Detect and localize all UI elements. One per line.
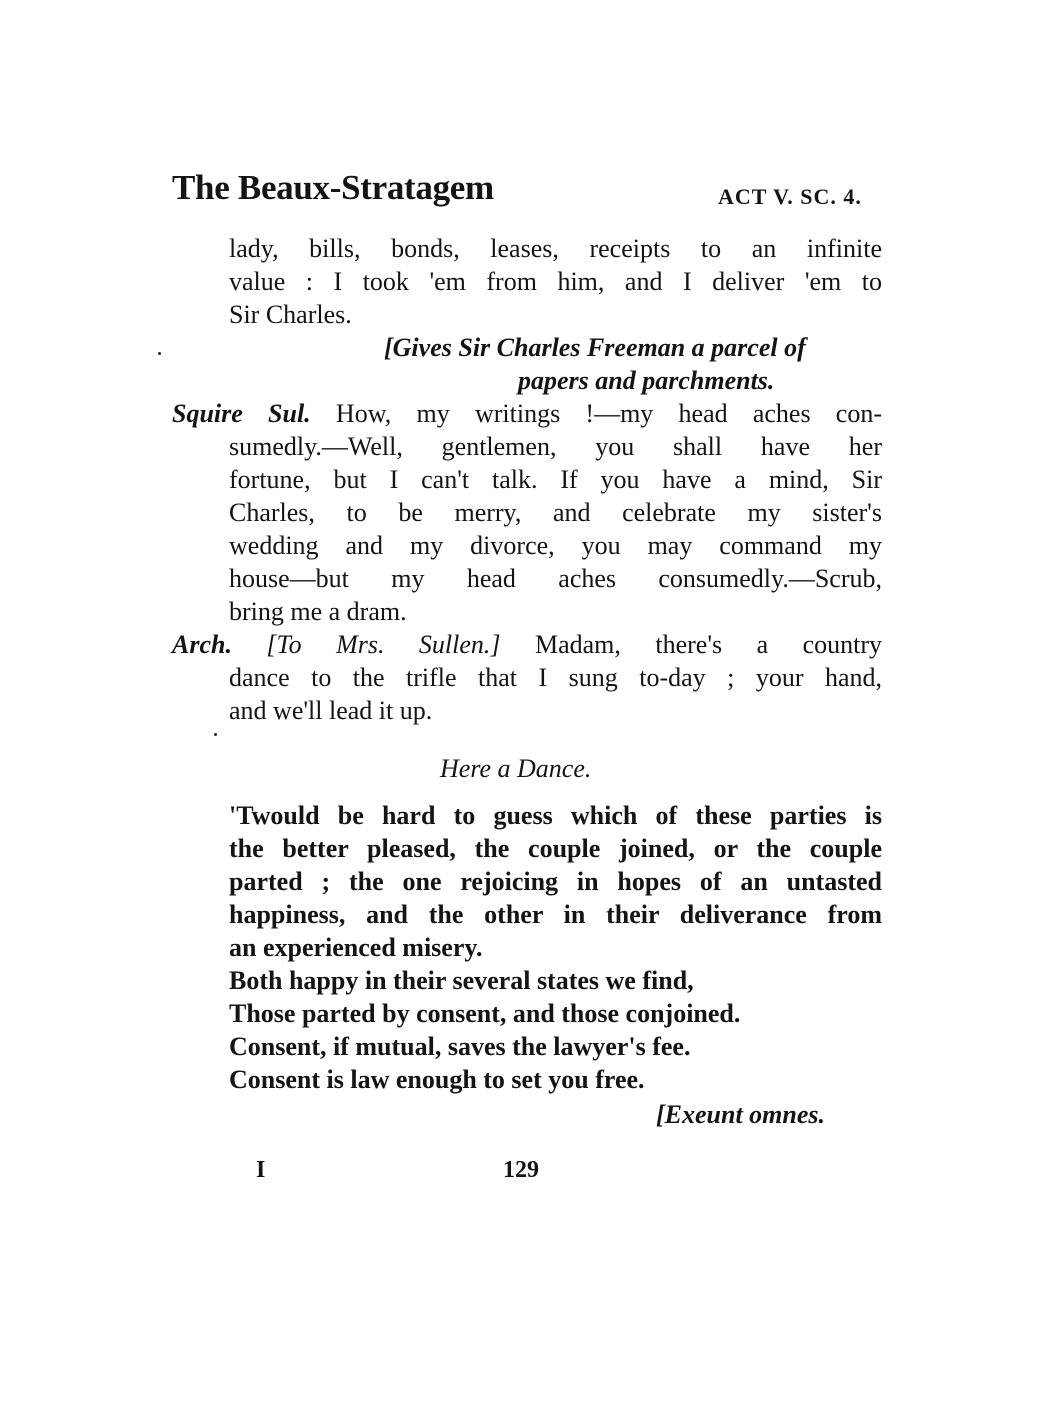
speech-line: value : I took 'em from him, and I deliver 'em to xyxy=(229,267,882,296)
act-scene-label: ACT V. SC. 4. xyxy=(718,184,862,209)
speech-line: fortune, but I can't talk. If you have a mind, Sir xyxy=(229,465,882,494)
speech-line: Sir Charles. xyxy=(229,300,352,329)
speech-line: lady, bills, bonds, leases, receipts to an infinite xyxy=(229,234,882,263)
speech-line: wedding and my divorce, you may command my xyxy=(229,531,882,560)
speech-first-line xyxy=(172,628,882,661)
verse-line: Consent is law enough to set you free. xyxy=(229,1065,645,1094)
dance-direction: Here a Dance. xyxy=(440,754,592,783)
speaker-name: Arch. xyxy=(172,630,232,659)
speech-line: and we'll lead it up. xyxy=(229,696,433,725)
epilogue-line: happiness, and the other in their deliverance from xyxy=(229,900,882,929)
speech-line: sumedly.—Well, gentlemen, you shall have her xyxy=(229,432,882,461)
verse-line: Consent, if mutual, saves the lawyer's fee. xyxy=(229,1032,691,1061)
speech-text: Madam, there's a country xyxy=(534,630,882,659)
speech-line: bring me a dram. xyxy=(229,597,407,626)
speech-text: How, my writings !—my head aches con- xyxy=(335,399,883,428)
page-number: 129 xyxy=(503,1157,539,1183)
verse-line: Both happy in their several states we find, xyxy=(229,966,694,995)
epilogue-line: the better pleased, the couple joined, or the couple xyxy=(229,834,882,863)
running-title: The Beaux-Stratagem xyxy=(172,168,494,207)
stage-direction: papers and parchments. xyxy=(518,366,775,395)
speech-line: Charles, to be merry, and celebrate my sister's xyxy=(229,498,882,527)
print-speck xyxy=(158,352,161,355)
verse-line: Those parted by consent, and those conjoined. xyxy=(229,999,741,1028)
epilogue-line: 'Twould be hard to guess which of these parties is xyxy=(229,801,882,830)
epilogue-line: parted ; the one rejoicing in hopes of an untasted xyxy=(229,867,882,896)
inline-direction: [To Mrs. Sullen.] xyxy=(266,630,501,659)
speech-line: house—but my head aches consumedly.—Scrub, xyxy=(229,564,882,593)
epilogue-line: an experienced misery. xyxy=(229,933,483,962)
speech-first-line xyxy=(172,397,882,430)
speaker-name: Squire Sul. xyxy=(172,399,311,428)
signature-mark: I xyxy=(256,1157,266,1183)
print-speck xyxy=(214,733,217,736)
speech-line: dance to the trifle that I sung to-day ; your hand, xyxy=(229,663,882,692)
stage-direction: [Gives Sir Charles Freeman a parcel of xyxy=(384,333,806,362)
exit-direction: [Exeunt omnes. xyxy=(656,1100,826,1129)
